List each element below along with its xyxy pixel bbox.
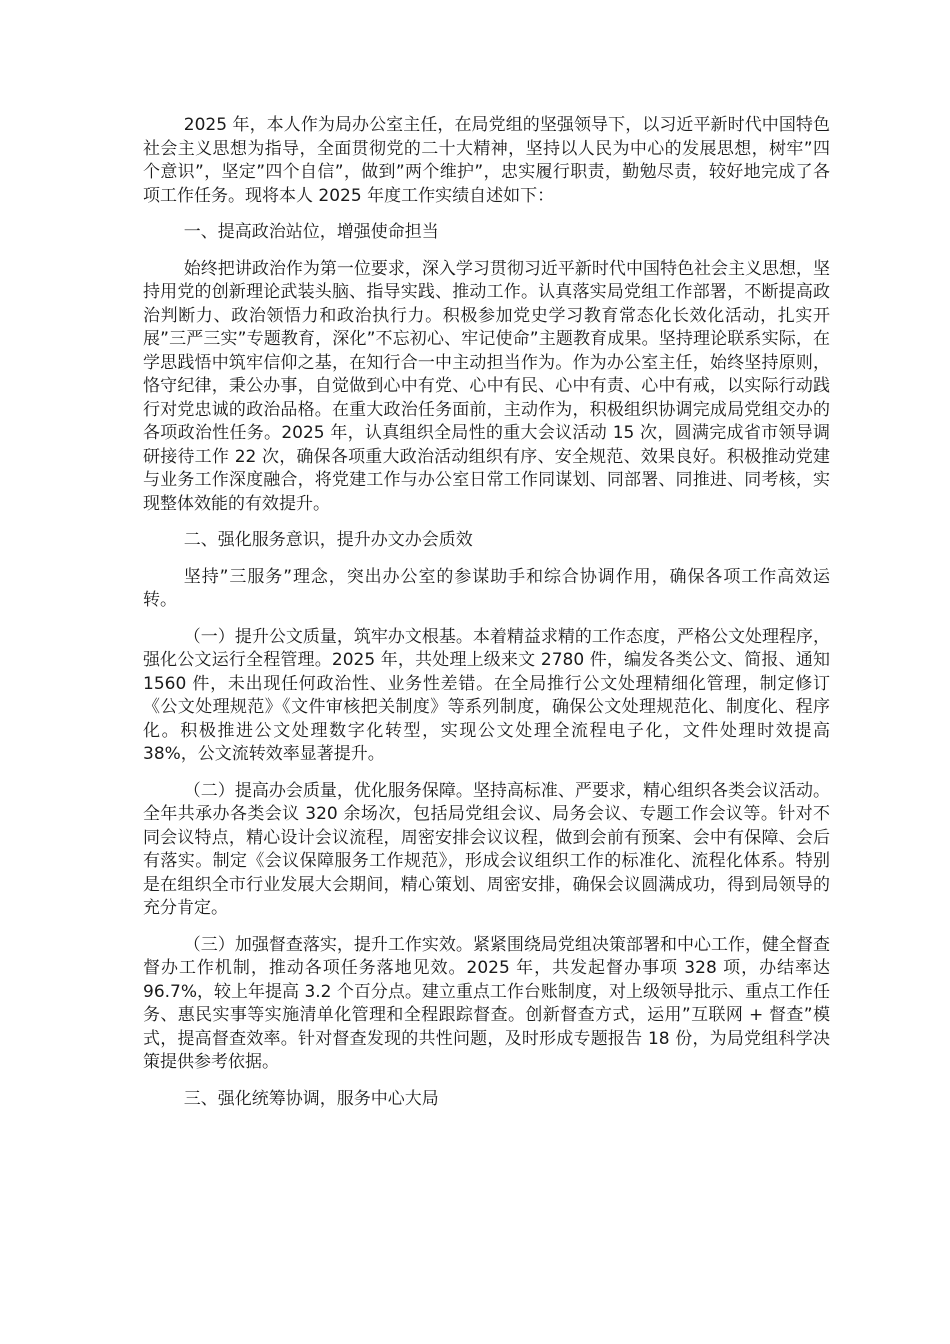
intro-paragraph: 2025 年，本人作为局办公室主任，在局党组的坚强领导下，以习近平新时代中国特色社会主义思想为指导，全面贯彻党的二十大精神，坚持以人民为中心的发展思想，树牢”四个意识”，坚定”四个自信”，做到”两个维护”，忠实履行职责，勤勉尽责，较好地完成了各项工作任务。现将本人 2025 年度工作实绩自述如下： — [143, 115, 830, 206]
section-2-item-2-paragraph: （二）提高办会质量，优化服务保障。坚持高标准、严要求，精心组织各类会议活动。全年共承办各类会议 320 余场次，包括局党组会议、局务会议、专题工作会议等。针对不同会议特点，精心设计会议流程，周密安排会议议程，做到会前有预案、会中有保障、会后有落实。制定《会议保障服务工作规范》，形成会议组织工作的标准化、流程化体系。特别是在组织全市行业发展大会期间，精心策划、周密安排，确保会议圆满成功，得到局领导的充分肯定。 — [143, 780, 830, 918]
section-2-intro-paragraph: 坚持”三服务”理念，突出办公室的参谋助手和综合协调作用，确保各项工作高效运转。 — [143, 566, 830, 610]
section-2-item-3-paragraph: （三）加强督查落实，提升工作实效。紧紧围绕局党组决策部署和中心工作，健全督查督办工作机制，推动各项任务落地见效。2025 年，共发起督办事项 328 项，办结率达 96.7%，较上年提高 3.2 个百分点。建立重点工作台账制度，对上级领导批示、重点工作任务、惠民实事等实施清单化管理和全程跟踪督查。创新督查方式，运用”互联网 + 督查”模式，提高督查效率。针对督查发现的共性问题，及时形成专题报告 18 份，为局党组科学决策提供参考依据。 — [143, 934, 830, 1072]
section-1-paragraph: 始终把讲政治作为第一位要求，深入学习贯彻习近平新时代中国特色社会主义思想，坚持用党的创新理论武装头脑、指导实践、推动工作。认真落实局党组工作部署，不断提高政治判断力、政治领悟力和政治执行力。积极参加党史学习教育常态化长效化活动，扎实开展”三严三实”专题教育，深化”不忘初心、牢记使命”主题教育成果。坚持理论联系实际，在学思践悟中筑牢信仰之基，在知行合一中主动担当作为。作为办公室主任，始终坚持原则，恪守纪律，秉公办事，自觉做到心中有党、心中有民、心中有责、心中有戒，以实际行动践行对党忠诚的政治品格。在重大政治任务面前，主动作为，积极组织协调完成局党组交办的各项政治性任务。2025 年，认真组织全局性的重大会议活动 15 次，圆满完成省市领导调研接待工作 22 次，确保各项重大政治活动组织有序、安全规范、效果良好。积极推动党建与业务工作深度融合，将党建工作与办公室日常工作同谋划、同部署、同推进、同考核，实现整体效能的有效提升。 — [143, 258, 830, 514]
section-2-item-1-paragraph: （一）提升公文质量，筑牢办文根基。本着精益求精的工作态度，严格公文处理程序，强化公文运行全程管理。2025 年，共处理上级来文 2780 件，编发各类公文、简报、通知 1560 件，未出现任何政治性、业务性差错。在全局推行公文处理精细化管理，制定修订《公文处理规范》《文件审核把关制度》等系列制度，确保公文处理规范化、制度化、程序化。积极推进公文处理数字化转型，实现公文处理全流程电子化，文件处理时效提高 38%，公文流转效率显著提升。 — [143, 626, 830, 764]
section-2-heading: 二、强化服务意识，提升办文办会质效 — [183, 530, 473, 550]
document-page — [143, 114, 830, 1124]
section-1-heading: 一、提高政治站位，增强使命担当 — [183, 222, 439, 242]
section-3-heading: 三、强化统筹协调，服务中心大局 — [183, 1088, 439, 1109]
